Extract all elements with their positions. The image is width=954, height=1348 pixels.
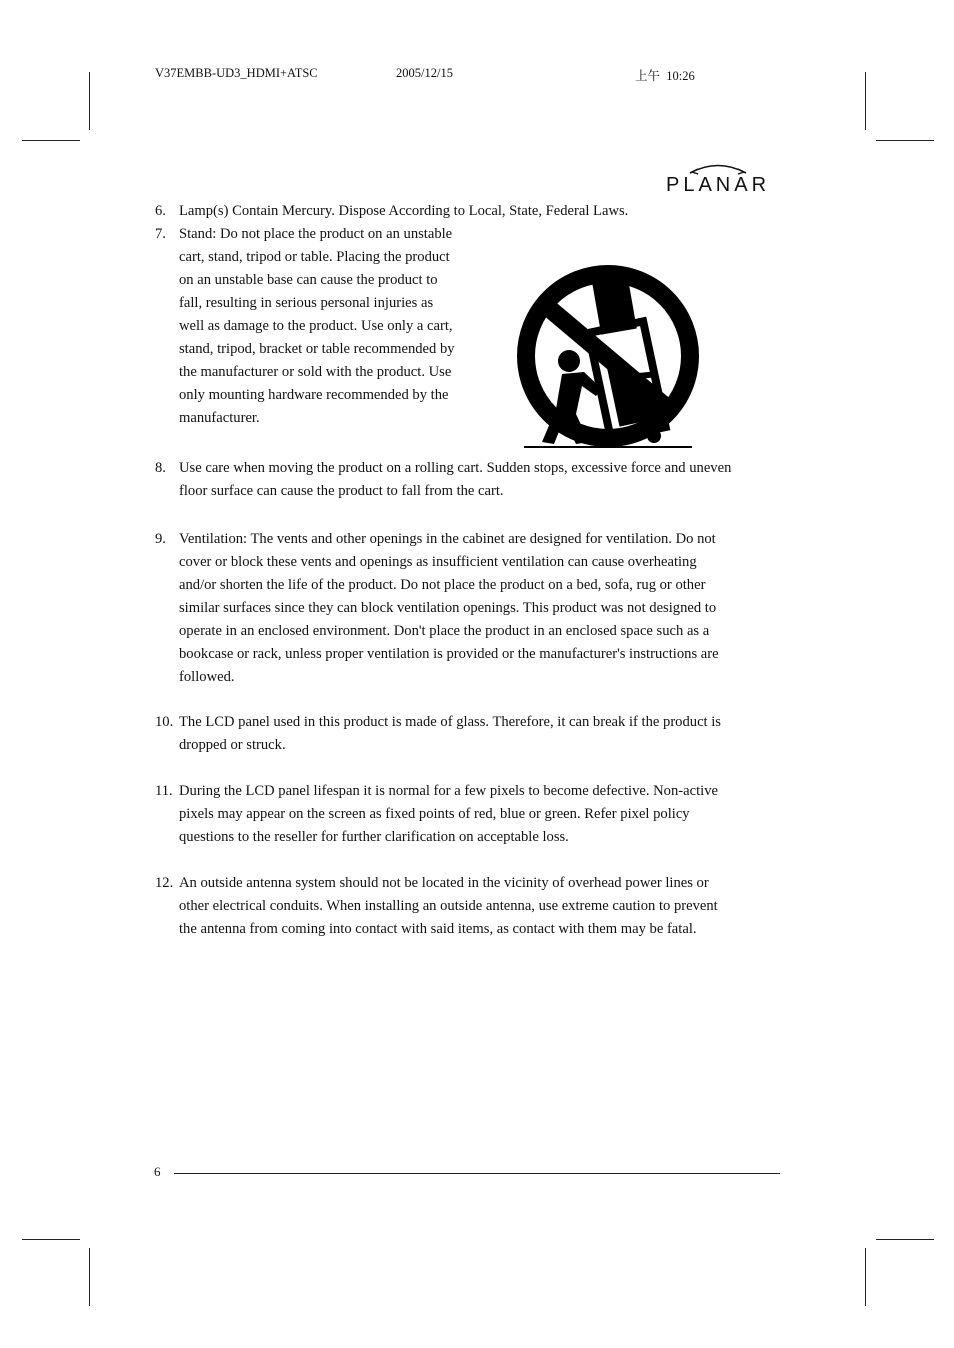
list-item-11 [155, 780, 718, 849]
item-number: 6. [155, 203, 166, 219]
list-item-12 [155, 872, 718, 941]
page-number: 6 [154, 1164, 161, 1179]
planar-logo [654, 158, 782, 202]
crop-mark-bottom-left-v [89, 1248, 90, 1306]
header-date: 2005/12/15 [396, 66, 453, 80]
item-number: 8. [155, 460, 166, 476]
list-item-7 [155, 223, 455, 430]
header-time: 上午 10:26 [635, 69, 695, 83]
item-text: Use care when moving the product on a rolling cart. Sudden stops, excessive force and uneven floor surface can cause the product to fall from the cart. [179, 460, 732, 499]
item-text: During the LCD panel lifespan it is normal for a few pixels to become defective. Non-active pixels may appear on the screen as fixed points of red, blue or green. Refer pixel policy questions to the reseller for further clarification on acceptable loss. [179, 783, 718, 845]
item-number: 11. [155, 783, 173, 799]
item-text: An outside antenna system should not be located in the vicinity of overhead power lines or other electrical conduits. When installing an outside antenna, use extreme caution to prevent the antenna from coming into contact with said items, as contact with them may be fatal. [179, 875, 718, 937]
crop-mark-bottom-right-h [876, 1239, 934, 1240]
item-number: 7. [155, 226, 166, 242]
item-text: Lamp(s) Contain Mercury. Dispose According to Local, State, Federal Laws. [179, 203, 629, 219]
item-text: Ventilation: The vents and other openings in the cabinet are designed for ventilation. Do not cover or block these vents and openings as insufficient ventilation can cause overheating and/or shorten the life of the product. Do not place the product on a bed, sofa, rug or other similar surfaces since they can block ventilation openings. This product was not designed to operate in an enclosed environment. Don't place the product in an enclosed space such as a bookcase or rack, unless proper ventilation is provided or the manufacturer's instructions are followed. [179, 531, 719, 685]
item-text: The LCD panel used in this product is made of glass. Therefore, it can break if the product is dropped or struck. [179, 714, 721, 753]
item-number: 12. [155, 875, 174, 891]
crop-mark-bottom-left-h [22, 1239, 80, 1240]
header-doc-id: V37EMBB-UD3_HDMI+ATSC [155, 66, 318, 80]
item-number: 9. [155, 531, 166, 547]
crop-mark-bottom-right-v [865, 1248, 866, 1306]
logo-wordmark: PLANAR [665, 174, 771, 196]
list-item-8 [155, 457, 731, 503]
item-number: 10. [155, 714, 174, 730]
crop-mark-top-right-v [865, 72, 866, 130]
crop-mark-top-right-h [876, 140, 934, 141]
cart-tipover-warning-icon [514, 264, 704, 450]
crop-mark-top-left-h [22, 140, 80, 141]
list-item-9 [155, 528, 719, 689]
item-text: Stand: Do not place the product on an unstable cart, stand, tripod or table. Placing the product on an unstable base can cause the product to fall, resulting in serious personal injuries as well as damage to the product. Use only a cart, stand, tripod, bracket or table recommended by the manufacturer or sold with the product. Use only mounting hardware recommended by the manufacturer. [179, 226, 455, 426]
list-item-6 [155, 200, 628, 223]
list-item-10 [155, 711, 721, 757]
crop-mark-top-left-v [89, 72, 90, 130]
footer-rule [174, 1173, 780, 1174]
